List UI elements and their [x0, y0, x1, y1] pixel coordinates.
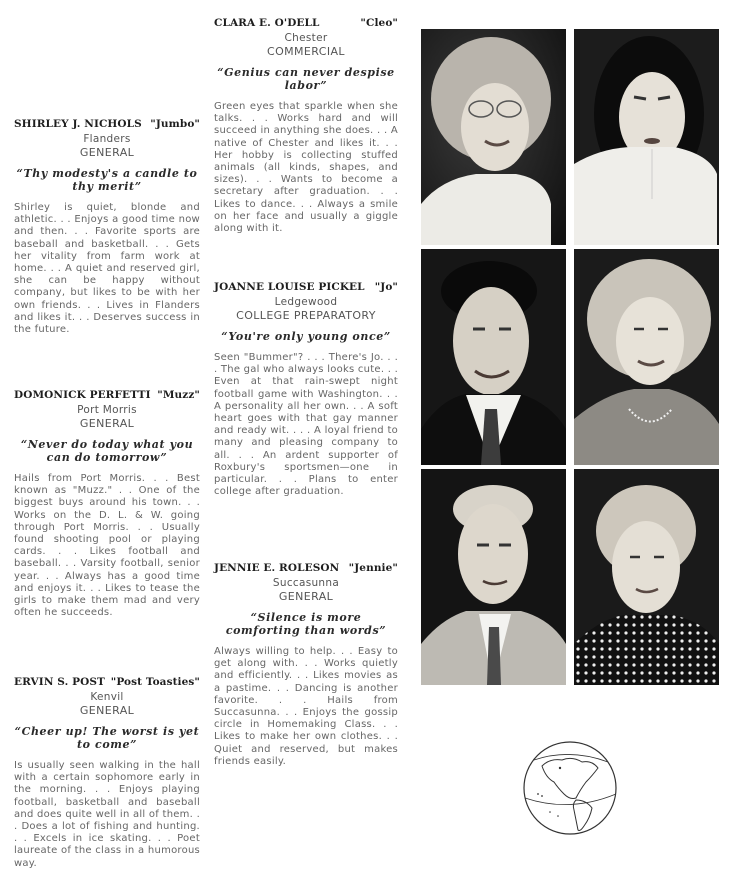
portrait-girl-dark-hair-icon [574, 29, 719, 245]
portrait-grid [421, 29, 719, 685]
student-bio: Green eyes that sparkle when she talks. . . Works hard and will succeed in anything she does. . . A native of Chester and likes it. . . Her hobby is collecting stuffed animals (all kinds, shapes, and sizes). . . Wants to become a secretary after graduation. . . Likes to dance. . . Always a smile on her face and usually a giggle along with it. [214, 101, 398, 235]
student-name: SHIRLEY J. NICHOLS [14, 118, 142, 130]
student-nickname: "Jennie" [348, 562, 398, 574]
portrait-nichols [421, 29, 566, 245]
student-entry-roleson [214, 562, 398, 768]
student-course: COMMERCIAL [267, 45, 345, 58]
student-name: JOANNE LOUISE PICKEL [214, 281, 365, 293]
student-motto: “Cheer up! The worst is yet to come” [14, 725, 200, 751]
portrait-odell [574, 29, 719, 245]
portrait-boy-tie-icon [421, 249, 566, 465]
student-motto: “Never do today what you can do tomorrow” [20, 438, 194, 464]
student-nickname: "Post Toasties" [110, 676, 200, 688]
student-motto: “You're only young once” [221, 330, 391, 343]
portrait-girl-polka-dot-icon [574, 469, 719, 685]
student-motto: “Genius can never despise labor” [217, 66, 395, 92]
student-bio: Shirley is quiet, blonde and athletic. . . Enjoys a good time now and then. . . Favorite sports are baseball and basketball. . . Gets her vitality from farm work at home. . . A quiet and reserved girl, she can be happy without company, but likes to be with her own friends. . . Lives in Flanders and likes it. . . Deserves success in the future. [14, 202, 200, 336]
student-course: GENERAL [79, 146, 135, 159]
student-name: CLARA E. O'DELL [214, 17, 320, 29]
globe-illustration [520, 738, 620, 838]
student-town: Chester [284, 32, 328, 44]
globe-icon [520, 738, 620, 838]
student-header [214, 562, 398, 574]
student-entry-perfetti [14, 389, 200, 619]
student-bio: Is usually seen walking in the hall with a certain sophomore early in the morning. . . Enjoys playing football, basketball and baseball and does quite well in all of them. . . Does a lot of fishing and hunting. . . Excels in ice skating. . . Poet laureate of the class in a humorous way. [14, 760, 200, 869]
student-header [214, 281, 398, 293]
student-bio: Hails from Port Morris. . . Best known as "Muzz." . . One of the biggest buys around his town. . . Works on the D. L. & W. going through Port Morris. . . Usually found shooting pool or playing cards. . . Likes football and baseball. . . Varsity football, senior year. . . Always has a good time and enjoys it. . . Likes to tease the girls to make them mad and very often he succeeds. [14, 473, 200, 619]
student-town: Kenvil [90, 691, 124, 703]
student-course: GENERAL [79, 704, 135, 717]
student-name: ERVIN S. POST [14, 676, 105, 688]
student-town: Succasunna [272, 577, 340, 589]
student-town: Port Morris [77, 404, 137, 416]
student-entry-odell [214, 17, 398, 235]
student-nickname: "Jo" [374, 281, 398, 293]
student-entry-pickel [214, 281, 398, 498]
student-entry-nichols [14, 118, 200, 336]
student-town: Ledgewood [274, 296, 338, 308]
student-nickname: "Cleo" [360, 17, 398, 29]
student-header [214, 17, 398, 29]
student-nickname: "Muzz" [157, 389, 200, 401]
student-bio: Seen "Bummer"? . . . There's Jo. . . . The gal who always looks cute. . . Even at that rain-swept night football game with Washington. . . A personality all her own. . . A soft heart goes with that gay manner and ready wit. . . . A loyal friend to many and pleasing company to all. . . An ardent supporter of Roxbury's sportsmen—one in particular. . . Plans to enter college after graduation. [214, 352, 398, 498]
student-entry-post [14, 676, 200, 870]
student-bio: Always willing to help. . . Easy to get along with. . . Works quietly and efficiently. . . Likes movies as a pastime. . . Dancing is another favorite. . . Hails from Succasunna. . . Enjoys the gossip circle in Homemaking Class. . . Likes to make her own clothes. . . Quiet and reserved, but makes friends easily. [214, 646, 398, 767]
student-header [14, 676, 200, 688]
student-nickname: "Jumbo" [150, 118, 200, 130]
student-town: Flanders [83, 133, 131, 145]
student-course: COLLEGE PREPARATORY [236, 309, 376, 322]
portrait-post [421, 469, 566, 685]
portrait-perfetti [421, 249, 566, 465]
portrait-boy-jacket-icon [421, 469, 566, 685]
student-header [14, 389, 200, 401]
portrait-girl-glasses-icon [421, 29, 566, 245]
student-course: GENERAL [278, 590, 334, 603]
student-name: DOMONICK PERFETTI [14, 389, 151, 401]
student-motto: “Silence is more comforting than words” [225, 611, 387, 637]
portrait-girl-light-hair-icon [574, 249, 719, 465]
portrait-pickel [574, 249, 719, 465]
student-name: JENNIE E. ROLESON [214, 562, 340, 574]
student-course: GENERAL [79, 417, 135, 430]
student-motto: “Thy modesty's a candle to thy merit” [16, 167, 198, 193]
portrait-roleson [574, 469, 719, 685]
student-header [14, 118, 200, 130]
